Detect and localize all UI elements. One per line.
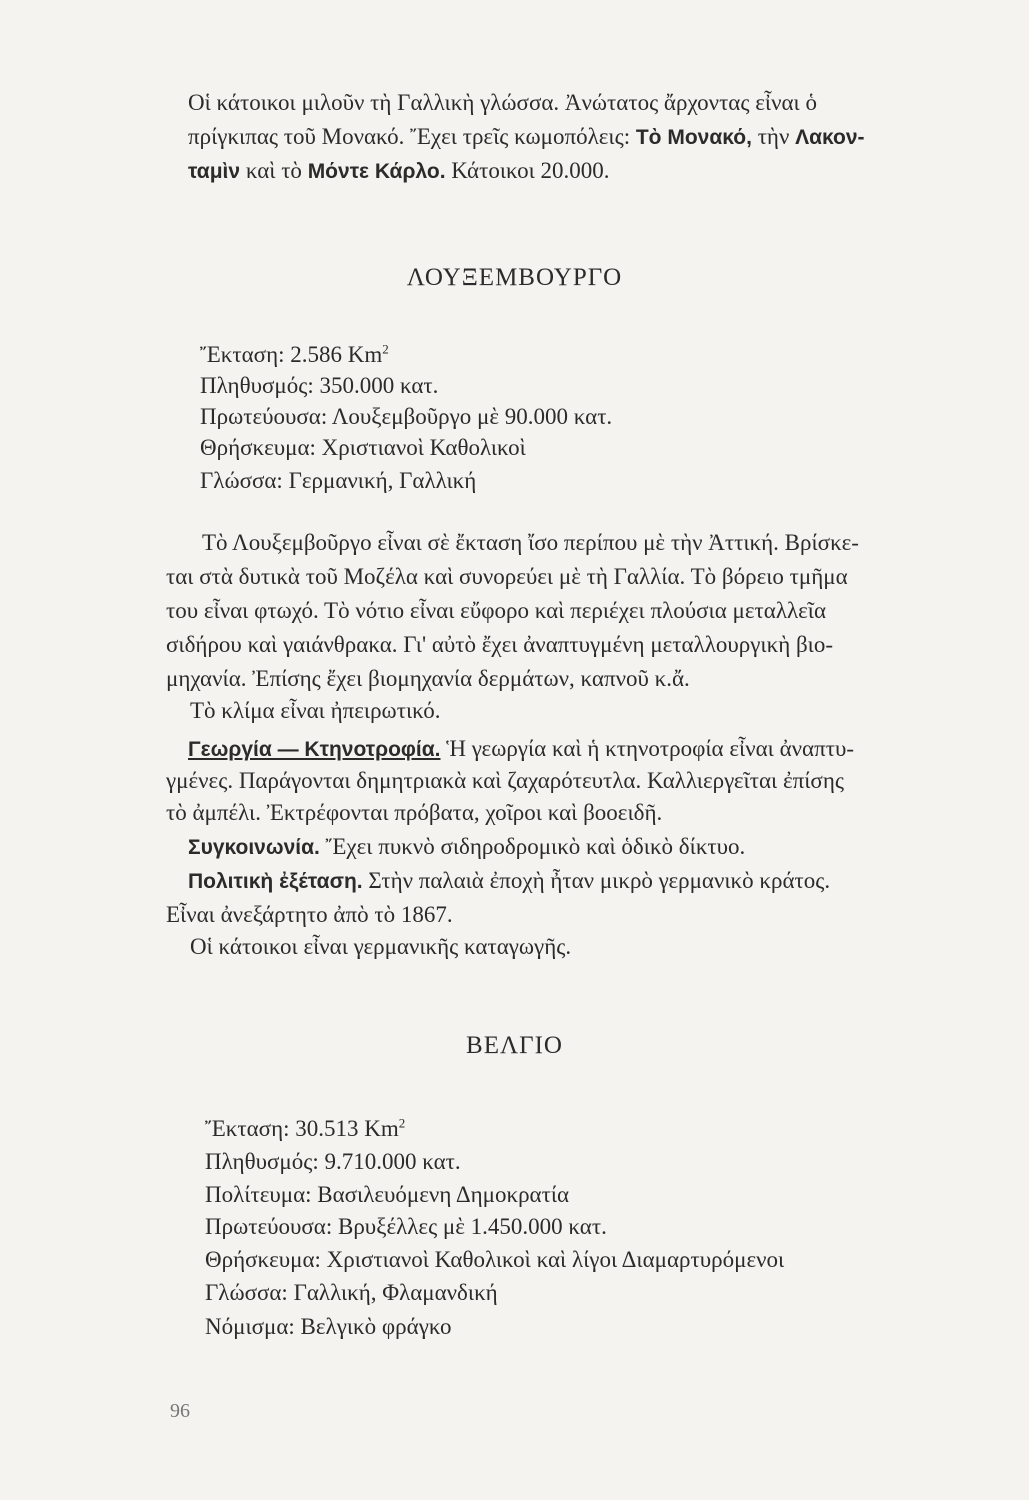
agri-line-3: τὸ ἀμπέλι. Ἐκτρέφονται πρόβατα, χοῖροι καὶ βοοειδῆ. (166, 800, 663, 825)
section-heading-luxembourg: ΛΟΥΞΕΜΒΟΥΡΓΟ (406, 264, 623, 291)
superscript: 2 (398, 1115, 406, 1131)
fact-religion: Θρήσκευμα: Χριστιανοὶ Καθολικοὶ καὶ λίγοι Διαμαρτυρόμενοι (205, 1247, 785, 1272)
intro-line-3 (188, 156, 610, 187)
fact-area (200, 340, 389, 370)
fact-text: Ἔκταση: 2.586 Km (200, 342, 383, 367)
political-title: Πολιτικὴ ἐξέταση. (188, 870, 363, 893)
fact-language: Γλώσσα: Γαλλική, Φλαμανδική (205, 1280, 498, 1305)
town-la-condamine: Λακον- (795, 126, 865, 149)
political-line-3: Οἱ κάτοικοι εἶναι γερμανικῆς καταγωγῆς. (190, 934, 572, 959)
intro-text: Οἱ κάτοικοι μιλοῦν τὴ Γαλλικὴ γλώσσα. Ἀνώτατος ἄρχοντας εἶναι ὁ (188, 90, 817, 115)
transport-text: Ἔχει πυκνὸ σιδηροδρομικὸ καὶ ὁδικὸ δίκτυο. (319, 834, 746, 859)
agri-text: Ἡ γεωργία καὶ ἡ κτηνοτροφία εἶναι ἀναπτυ- (440, 736, 854, 761)
transport-line (188, 832, 745, 863)
fact-capital: Πρωτεύουσα: Λουξεμβοῦργο μὲ 90.000 κατ. (200, 404, 613, 429)
fact-religion: Θρήσκευμα: Χριστιανοὶ Καθολικοὶ (200, 435, 526, 460)
political-line-2: Εἶναι ἀνεξάρτητο ἀπὸ τὸ 1867. (166, 902, 453, 927)
fact-government: Πολίτευμα: Βασιλευόμενη Δημοκρατία (205, 1182, 570, 1207)
fact-language: Γλώσσα: Γερμανική, Γαλλική (200, 468, 477, 493)
desc-line: σιδήρου καὶ γαιάνθρακα. Γι' αὐτὸ ἔχει ἀναπτυγμένη μεταλλουργικὴ βιο- (166, 632, 834, 657)
fact-population: Πληθυσμός: 9.710.000 κατ. (205, 1149, 461, 1174)
agri-line-1 (188, 734, 854, 765)
intro-text: Κάτοικοι 20.000. (445, 158, 610, 183)
fact-currency: Νόμισμα: Βελγικὸ φράγκο (205, 1314, 452, 1339)
fact-capital: Πρωτεύουσα: Βρυξέλλες μὲ 1.450.000 κατ. (205, 1214, 607, 1239)
agri-title: Γεωργία — Κτηνοτροφία. (188, 738, 441, 761)
intro-line-2 (188, 122, 865, 153)
desc-line: ται στὰ δυτικὰ τοῦ Μοζέλα καὶ συνορεύει μὲ τὴ Γαλλία. Τὸ βόρειο τμῆμα (166, 564, 848, 589)
transport-title: Συγκοινωνία. (188, 836, 320, 859)
page-number: 96 (170, 1400, 190, 1422)
desc-line: του εἶναι φτωχό. Τὸ νότιο εἶναι εὔφορο καὶ περιέχει πλούσια μεταλλεῖα (166, 598, 827, 623)
desc-line: Τὸ κλίμα εἶναι ἠπειρωτικό. (190, 698, 441, 723)
intro-line-1 (188, 88, 817, 118)
superscript: 2 (382, 341, 389, 357)
agri-line-2: γμένες. Παράγονται δημητριακὰ καὶ ζαχαρότευτλα. Καλλιεργεῖται ἐπίσης (166, 768, 844, 793)
fact-area (205, 1114, 405, 1144)
political-line-1 (188, 866, 830, 897)
intro-text: καὶ τὸ (240, 158, 308, 183)
fact-text: Ἔκταση: 30.513 Km (205, 1116, 399, 1141)
desc-line: μηχανία. Ἐπίσης ἔχει βιομηχανία δερμάτων, καπνοῦ κ.ἄ. (166, 666, 690, 691)
intro-text: πρίγκιπας τοῦ Μονακό. Ἔχει τρεῖς κωμοπόλεις: (188, 124, 636, 149)
political-text: Στὴν παλαιὰ ἐποχὴ ἦταν μικρὸ γερμανικὸ κράτος. (362, 868, 831, 893)
fact-population: Πληθυσμός: 350.000 κατ. (200, 373, 439, 398)
intro-text: τὴν (751, 124, 796, 149)
town-monte-carlo: Μόντε Κάρλο. (307, 160, 446, 183)
town-monaco: Τὸ Μονακό, (635, 126, 752, 149)
section-heading-belgium: ΒΕΛΓΙΟ (466, 1032, 563, 1059)
town-la-condamine-end: ταμὶν (188, 160, 241, 183)
desc-line: Τὸ Λουξεμβοῦργο εἶναι σὲ ἔκταση ἴσο περίπου μὲ τὴν Ἀττική. Βρίσκε- (202, 530, 859, 555)
